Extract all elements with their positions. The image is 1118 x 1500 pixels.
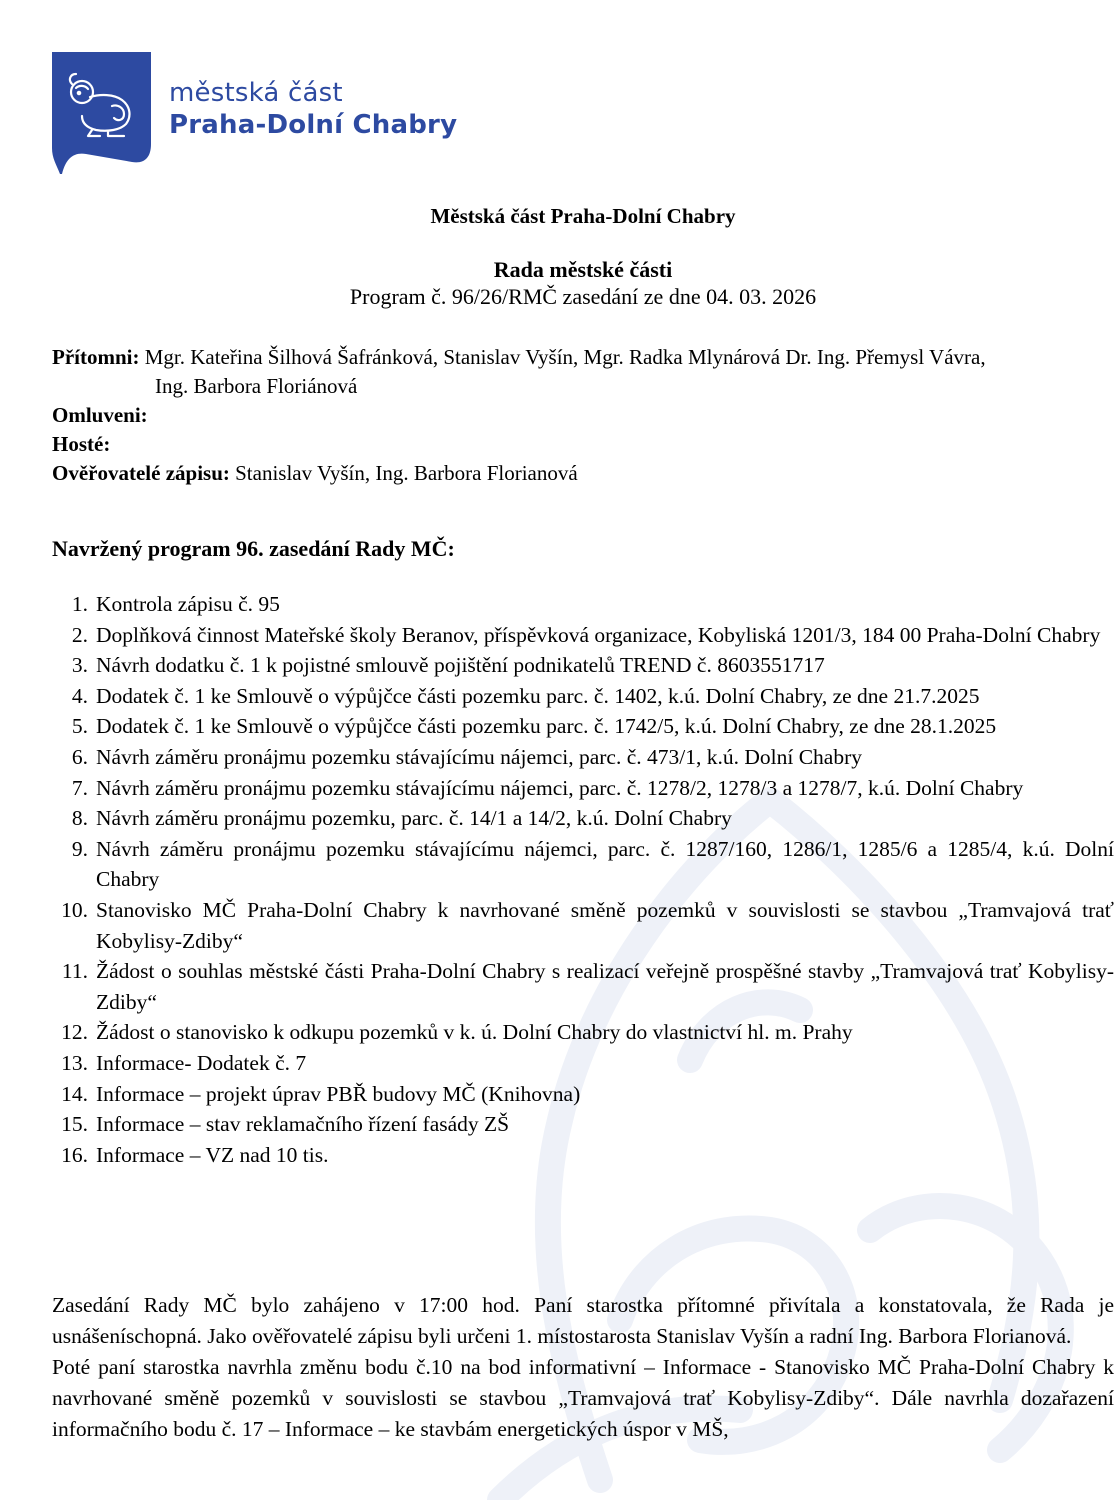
verifiers-names: Stanislav Vyšín, Ing. Barbora Florianová	[235, 461, 578, 485]
agenda-item-text: Informace – VZ nad 10 tis.	[96, 1142, 329, 1167]
attendance-block	[52, 343, 1112, 488]
agenda-item-text: Stanovisko MČ Praha-Dolní Chabry k navrhované směně pozemků v souvislosti se stavbou „Tramvajová trať Kobylisy-Zdiby“	[96, 897, 1114, 953]
agenda-item-number: 16.	[61, 1142, 88, 1167]
agenda-item	[52, 1079, 1114, 1110]
agenda-title: Navržený program 96. zasedání Rady MČ:	[52, 536, 455, 561]
program-subheading: Program č. 96/26/RMČ zasedání ze dne 04. 03. 2026	[349, 284, 817, 309]
verifiers-row	[52, 459, 1112, 488]
agenda-item-text: Návrh záměru pronájmu pozemku, parc. č. 14/1 a 14/2, k.ú. Dolní Chabry	[96, 806, 732, 831]
present-names-line2: Ing. Barbora Floriánová	[155, 374, 358, 398]
agenda-item	[52, 1048, 1114, 1079]
agenda-item	[52, 834, 1114, 895]
agenda-item-number: 12.	[61, 1020, 88, 1045]
agenda-item	[52, 1109, 1114, 1140]
present-names-line1: Mgr. Kateřina Šilhová Šafránková, Stanislav Vyšín, Mgr. Radka Mlynárová Dr. Ing. Přemysl Vávra,	[144, 345, 986, 369]
agenda-item-text: Informace – projekt úprav PBŘ budovy MČ (Knihovna)	[96, 1081, 581, 1106]
agenda-item-text: Doplňková činnost Mateřské školy Beranov, příspěvková organizace, Kobyliská 1201/3, 184 00 Praha-Dolní Chabry	[96, 622, 1101, 647]
agenda-item-number: 14.	[61, 1081, 88, 1106]
agenda-item	[52, 1017, 1114, 1048]
agenda-item-text: Informace- Dodatek č. 7	[96, 1050, 307, 1075]
agenda-item	[52, 620, 1114, 651]
agenda-item	[52, 742, 1114, 773]
agenda-list	[52, 589, 1114, 1170]
minutes-paragraph-changes: Poté paní starostka navrhla změnu bodu č.10 na bod informativní – Informace - Stanovisko MČ Praha-Dolní Chabry k navrhované směně pozemků v souvislosti se stavbou „Tramvajová trať Kobylisy-Zdiby“. Dále navrhla dozařazení informačního bodu č. 17 – Informace – ke stavbám energetických úspor v MŠ,	[52, 1355, 1114, 1441]
excused-label: Omluveni:	[52, 403, 148, 427]
agenda-item-text: Žádost o stanovisko k odkupu pozemků v k. ú. Dolní Chabry do vlastnictví hl. m. Prahy	[96, 1020, 853, 1045]
agenda-item-number: 5.	[71, 714, 88, 739]
agenda-item-text: Žádost o souhlas městské části Praha-Dolní Chabry s realizací veřejně prospěšné stavby „Tramvajová trať Kobylisy-Zdiby“	[96, 959, 1114, 1014]
agenda-item-text: Dodatek č. 1 ke Smlouvě o výpůjčce části pozemku parc. č. 1402, k.ú. Dolní Chabry, ze dne 21.7.2025	[96, 683, 980, 708]
lamb-shield-icon	[52, 52, 151, 174]
agenda-item	[52, 711, 1114, 742]
municipality-logo	[52, 52, 457, 174]
agenda-item	[52, 1140, 1114, 1171]
present-row	[52, 343, 1112, 372]
agenda-item	[52, 895, 1114, 956]
minutes-paragraph-opening: Zasedání Rady MČ bylo zahájeno v 17:00 hod. Paní starostka přítomné přivítala a konstatovala, že Rada je usnášeníschopná. Jako ověřovatelé zápisu byli určeni 1. místostarosta Stanislav Vyšín a radní Ing. Barbora Florianová.	[52, 1293, 1114, 1348]
guests-row	[52, 430, 1112, 459]
agenda-item-number: 6.	[71, 744, 88, 769]
agenda-item-text: Návrh dodatku č. 1 k pojistné smlouvě pojištění podnikatelů TREND č. 8603551717	[96, 653, 825, 678]
agenda-item	[52, 681, 1114, 712]
agenda-item-text: Návrh záměru pronájmu pozemku stávajícímu nájemci, parc. č. 1278/2, 1278/3 a 1278/7, k.ú. Dolní Chabry	[96, 775, 1024, 800]
logo-line2: Praha-Dolní Chabry	[169, 110, 458, 140]
agenda-item	[52, 589, 1114, 620]
agenda-item	[52, 650, 1114, 681]
agenda-item-number: 15.	[61, 1112, 88, 1137]
logo-wordmark	[169, 77, 457, 141]
agenda-item-number: 2.	[71, 622, 88, 647]
logo-line1: městská část	[169, 78, 343, 108]
agenda-item-number: 1.	[71, 592, 88, 616]
council-heading: Rada městské části	[493, 257, 673, 282]
agenda-item-number: 8.	[71, 806, 88, 831]
excused-row	[52, 401, 1112, 430]
guests-label: Hosté:	[52, 432, 111, 456]
agenda-item-number: 13.	[61, 1050, 88, 1075]
agenda-item-text: Návrh záměru pronájmu pozemku stávajícímu nájemci, parc. č. 1287/160, 1286/1, 1285/6 a 1285/4, k.ú. Dolní Chabry	[96, 836, 1114, 892]
minutes-body	[52, 1290, 1114, 1445]
agenda-item	[52, 803, 1114, 834]
agenda-item-number: 9.	[71, 836, 88, 861]
present-label: Přítomni:	[52, 345, 140, 369]
agenda-item	[52, 956, 1114, 1017]
agenda-item-text: Kontrola zápisu č. 95	[96, 592, 280, 616]
organization-heading: Městská část Praha-Dolní Chabry	[430, 204, 736, 228]
agenda-item-text: Dodatek č. 1 ke Smlouvě o výpůjčce části pozemku parc. č. 1742/5, k.ú. Dolní Chabry, ze dne 28.1.2025	[96, 714, 997, 739]
agenda-item	[52, 773, 1114, 804]
agenda-item-number: 4.	[71, 683, 88, 708]
verifiers-label: Ověřovatelé zápisu:	[52, 461, 230, 485]
agenda-item-number: 10.	[61, 897, 88, 922]
agenda-item-text: Návrh záměru pronájmu pozemku stávajícímu nájemci, parc. č. 473/1, k.ú. Dolní Chabry	[96, 744, 863, 769]
agenda-item-number: 3.	[71, 653, 88, 678]
agenda-item-number: 7.	[71, 775, 88, 800]
agenda-item-text: Informace – stav reklamačního řízení fasády ZŠ	[96, 1112, 510, 1137]
agenda-item-number: 11.	[61, 959, 88, 984]
